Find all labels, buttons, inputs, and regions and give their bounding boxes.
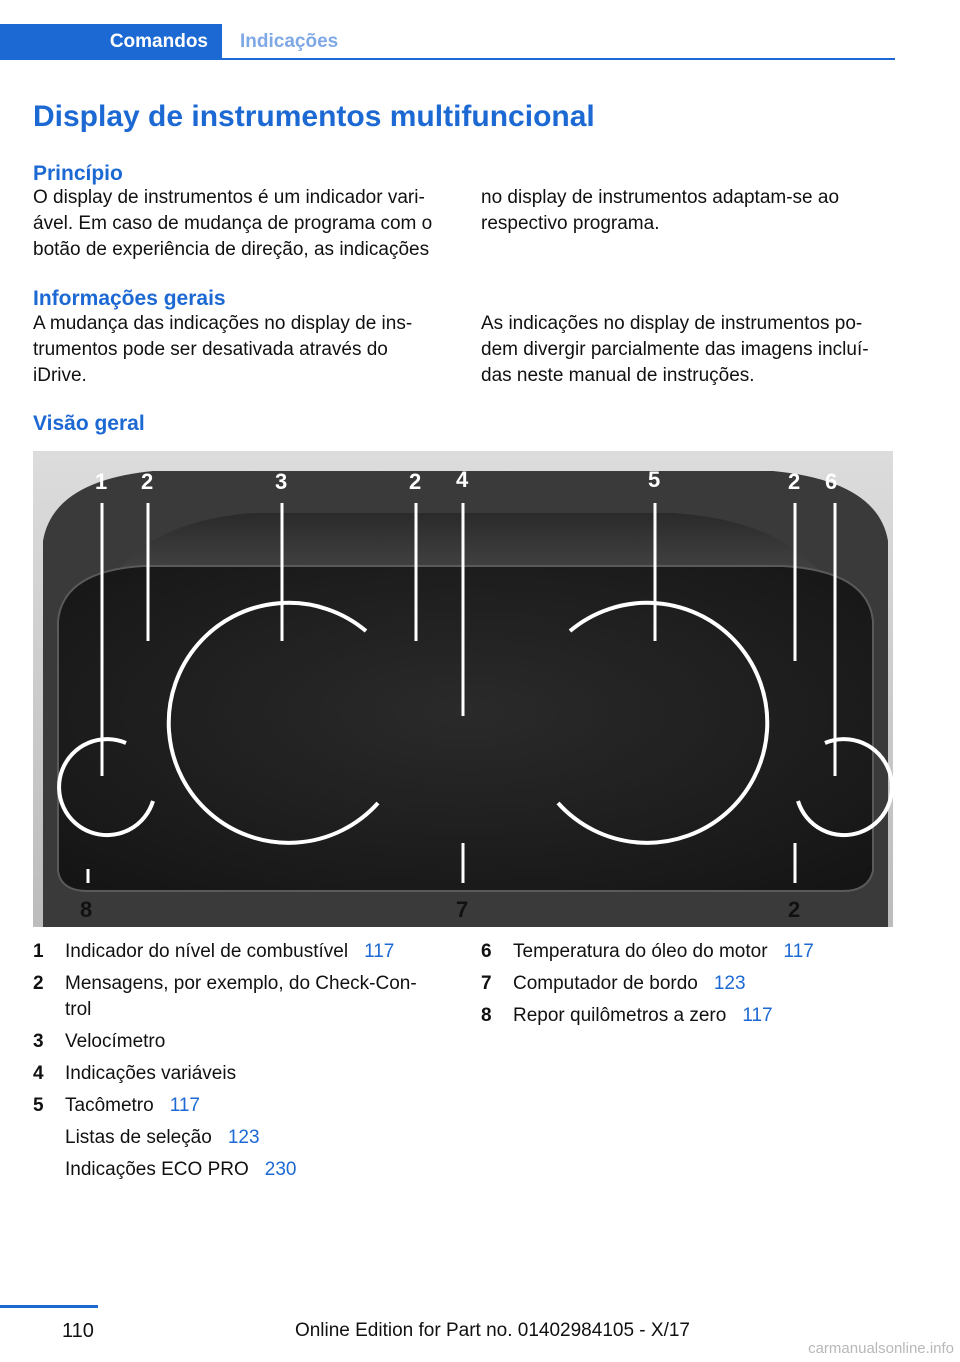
footer-rule bbox=[0, 1305, 98, 1308]
legend-number: 1 bbox=[33, 941, 44, 962]
page-ref-link[interactable]: 117 bbox=[364, 941, 395, 962]
page-ref-link[interactable]: 117 bbox=[783, 941, 814, 962]
watermark: carmanualsonline.info bbox=[808, 1340, 954, 1357]
legend-text bbox=[513, 939, 888, 965]
legend-label: Mensagens, por exemplo, do Check-Con- bbox=[65, 973, 417, 994]
legend-label: Listas de seleção bbox=[65, 1127, 212, 1148]
legend-text: Velocímetro bbox=[65, 1031, 166, 1052]
legend-text bbox=[65, 1125, 440, 1151]
legend-text: Indicações variáveis bbox=[65, 1063, 237, 1084]
page-ref-link[interactable]: 230 bbox=[264, 1159, 297, 1180]
legend-left bbox=[33, 939, 453, 1199]
page-title: Display de instrumentos multifuncional bbox=[33, 100, 595, 133]
legend-text bbox=[65, 971, 440, 1023]
text-line: O display de instrumentos é um indicador vari- bbox=[33, 187, 425, 208]
callout-7: 7 bbox=[456, 897, 469, 922]
legend-text bbox=[65, 1093, 440, 1119]
page-ref-link[interactable]: 123 bbox=[713, 973, 746, 994]
informacoes-col2 bbox=[481, 311, 901, 389]
informacoes-col1 bbox=[33, 311, 453, 389]
legend-text bbox=[513, 1003, 888, 1029]
text-line: As indicações no display de instrumentos po- bbox=[481, 313, 863, 334]
text-line: A mudança das indicações no display de ins- bbox=[33, 313, 413, 334]
page-number: 110 bbox=[62, 1320, 94, 1342]
page-ref-link[interactable]: 123 bbox=[227, 1127, 260, 1148]
callout-8: 8 bbox=[80, 897, 93, 922]
text-line: das neste manual de instruções. bbox=[481, 365, 755, 386]
callout-1: 1 bbox=[95, 469, 108, 494]
page-ref-link[interactable]: 117 bbox=[169, 1095, 200, 1116]
legend-right bbox=[481, 939, 901, 1039]
callout-2: 2 bbox=[141, 469, 154, 494]
legend-number: 8 bbox=[481, 1005, 492, 1026]
heading-informacoes-gerais: Informações gerais bbox=[33, 287, 226, 310]
text-line: trumentos pode ser desativada através do bbox=[33, 339, 388, 360]
tab-comandos[interactable]: Comandos bbox=[0, 24, 222, 60]
principio-col2 bbox=[481, 185, 901, 237]
legend-number: 3 bbox=[33, 1031, 44, 1052]
legend-label: Tacômetro bbox=[65, 1095, 154, 1116]
text-line: botão de experiência de direção, as indicações bbox=[33, 239, 430, 260]
page-ref-link[interactable]: 117 bbox=[742, 1005, 773, 1026]
text-line: dem divergir parcialmente das imagens incluí- bbox=[481, 339, 869, 360]
text-line: no display de instrumentos adaptam-se ao bbox=[481, 187, 840, 208]
callout-3: 3 bbox=[275, 469, 288, 494]
legend-label: Temperatura do óleo do motor bbox=[513, 941, 768, 962]
callout-2: 2 bbox=[788, 897, 801, 922]
legend-text bbox=[65, 939, 440, 965]
legend-label: trol bbox=[65, 999, 92, 1020]
callout-4: 4 bbox=[456, 467, 469, 492]
legend-number: 6 bbox=[481, 941, 492, 962]
tab-underline bbox=[222, 58, 895, 60]
legend-number: 4 bbox=[33, 1063, 44, 1084]
legend-label: Repor quilômetros a zero bbox=[513, 1005, 727, 1026]
text-line: respectivo programa. bbox=[481, 213, 660, 234]
text-line: ável. Em caso de mudança de programa com o bbox=[33, 213, 433, 234]
legend-label: Indicações ECO PRO bbox=[65, 1159, 249, 1180]
callout-2: 2 bbox=[788, 469, 801, 494]
tab-indicacoes[interactable]: Indicações bbox=[240, 31, 339, 52]
callout-6: 6 bbox=[825, 469, 838, 494]
legend-label: Computador de bordo bbox=[513, 973, 698, 994]
callout-5: 5 bbox=[648, 467, 661, 492]
principio-col1 bbox=[33, 185, 453, 263]
legend-text bbox=[513, 971, 888, 997]
heading-principio: Princípio bbox=[33, 162, 123, 185]
callout-2: 2 bbox=[409, 469, 422, 494]
edition-note: Online Edition for Part no. 01402984105 - X/17 bbox=[294, 1320, 690, 1341]
legend-label: Indicador do nível de combustível bbox=[65, 941, 349, 962]
text-line: iDrive. bbox=[33, 365, 87, 386]
instrument-cluster-figure bbox=[33, 451, 893, 927]
legend-number: 7 bbox=[481, 973, 492, 994]
instrument-cluster-illustration bbox=[33, 451, 893, 927]
legend-number: 5 bbox=[33, 1095, 44, 1116]
header-tabs bbox=[0, 24, 895, 62]
heading-visao-geral: Visão geral bbox=[33, 412, 145, 435]
legend-text bbox=[65, 1157, 440, 1183]
legend-number: 2 bbox=[33, 973, 44, 994]
